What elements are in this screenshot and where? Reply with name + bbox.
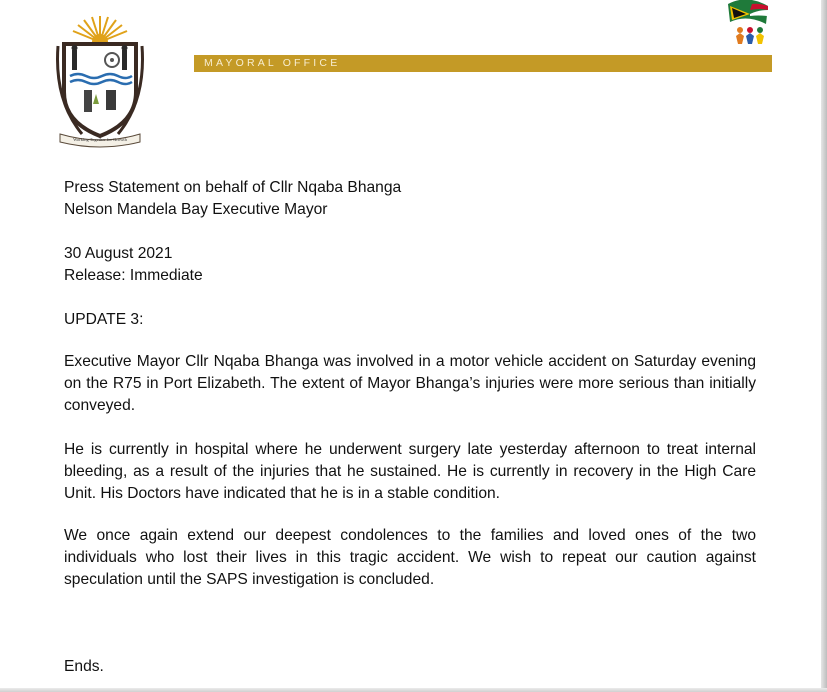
body-paragraph-2: He is currently in hospital where he underwent surgery late yesterday afternoon to treat internal bleeding, as a result of the injuries that he sustained. He is currently in recovery in the High Care Unit. His Doctors have indicated that he is in a stable condition. [64,441,756,502]
municipal-crest-logo [52,10,148,150]
statement-subtitle: Nelson Mandela Bay Executive Mayor [64,201,328,218]
release-note: Release: Immediate [64,267,203,284]
statement-title: Press Statement on behalf of Cllr Nqaba Bhanga [64,179,402,196]
page-edge [821,0,827,692]
crest-motto: Working Together for Growth [73,137,127,142]
body-paragraph-1: Executive Mayor Cllr Nqaba Bhanga was involved in a motor vehicle accident on Saturday evening on the R75 in Port Elizabeth. The extent of Mayor Bhanga’s injuries were more serious than initially conveyed. [64,353,756,414]
mayoral-office-banner [194,55,772,72]
update-heading: UPDATE 3: [64,311,144,328]
flag-logo [722,0,772,46]
statement-date: 30 August 2021 [64,245,173,262]
body-paragraph-3: We once again extend our deepest condolences to the families and loved ones of the two individuals who lost their lives in this tragic accident. We wish to repeat our caution against speculation until the SAPS investigation is concluded. [64,527,756,588]
closing-text: Ends. [64,658,104,675]
page-edge-bottom [0,688,827,692]
banner-label: MAYORAL OFFICE [204,57,341,69]
